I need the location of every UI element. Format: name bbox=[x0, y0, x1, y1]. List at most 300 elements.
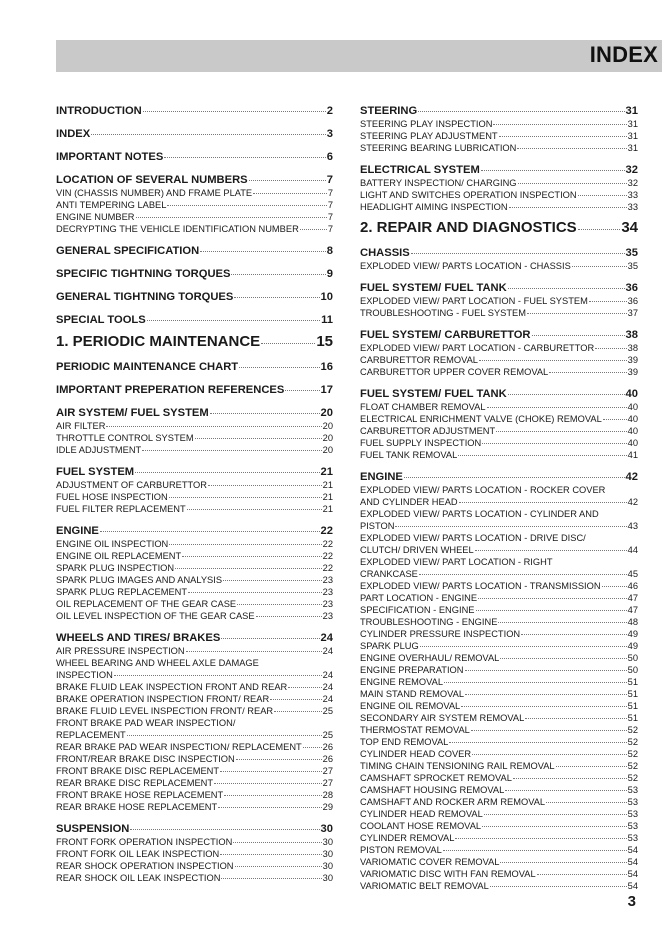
entry-page-number: 23 bbox=[322, 599, 333, 609]
dot-leader bbox=[478, 598, 627, 599]
index-entry bbox=[56, 765, 333, 777]
entry-page-number: 30 bbox=[322, 837, 333, 847]
index-entry bbox=[56, 645, 333, 657]
entry-title: OIL LEVEL INSPECTION OF THE GEAR CASE bbox=[56, 611, 255, 621]
entry-title: 2. REPAIR AND DIAGNOSTICS bbox=[360, 219, 577, 236]
dot-leader bbox=[482, 443, 626, 444]
dot-leader bbox=[235, 866, 322, 867]
index-entry bbox=[360, 748, 638, 760]
entry-page-number: 7 bbox=[326, 174, 333, 186]
dot-leader bbox=[395, 526, 626, 527]
entry-title: FUEL FILTER REPLACEMENT bbox=[56, 504, 186, 514]
entry-title: CRANKCASE bbox=[360, 569, 418, 579]
dot-leader bbox=[487, 407, 627, 408]
index-entry bbox=[56, 562, 333, 574]
entry-title: WHEELS AND TIRES/ BRAKES bbox=[56, 632, 221, 644]
dot-leader bbox=[572, 266, 627, 267]
dot-leader bbox=[521, 634, 627, 635]
entry-title: VARIOMATIC DISC WITH FAN REMOVAL bbox=[360, 869, 536, 879]
entry-title: CARBURETTOR UPPER COVER REMOVAL bbox=[360, 367, 549, 377]
entry-page-number: 21 bbox=[322, 492, 333, 502]
entry-title: THERMOSTAT REMOVAL bbox=[360, 725, 470, 735]
index-entry bbox=[360, 366, 638, 378]
entry-title: IMPORTANT PREPERATION REFERENCES bbox=[56, 384, 285, 396]
entry-title: FRONT BRAKE DISC REPLACEMENT bbox=[56, 766, 220, 776]
entry-page-number: 23 bbox=[322, 587, 333, 597]
entry-title: STEERING PLAY ADJUSTMENT bbox=[360, 131, 498, 141]
entry-page-number: 23 bbox=[322, 575, 333, 585]
entry-page-number: 32 bbox=[625, 164, 638, 176]
entry-page-number: 53 bbox=[627, 809, 638, 819]
entry-title: VARIOMATIC COVER REMOVAL bbox=[360, 857, 500, 867]
entry-title: INDEX bbox=[56, 128, 91, 140]
index-section-heading bbox=[56, 290, 333, 304]
entry-title: AIR PRESSURE INSPECTION bbox=[56, 646, 185, 656]
index-entry bbox=[360, 260, 638, 272]
index-entry bbox=[56, 741, 333, 753]
entry-page-number: 3 bbox=[326, 128, 333, 140]
entry-title: CYLINDER HEAD COVER bbox=[360, 749, 472, 759]
entry-page-number: 17 bbox=[320, 384, 333, 396]
index-entry bbox=[360, 307, 638, 319]
index-column-left bbox=[56, 104, 333, 884]
dot-leader bbox=[578, 195, 627, 196]
dot-leader bbox=[419, 574, 627, 575]
entry-page-number: 30 bbox=[320, 823, 333, 835]
entry-page-number: 54 bbox=[627, 857, 638, 867]
index-entry bbox=[360, 820, 638, 832]
dot-leader bbox=[130, 829, 319, 830]
entry-title: ENGINE OVERHAUL/ REMOVAL bbox=[360, 653, 500, 663]
index-section-heading bbox=[56, 244, 333, 258]
entry-page-number: 52 bbox=[627, 725, 638, 735]
entry-title: PERIODIC MAINTENANCE CHART bbox=[56, 361, 239, 373]
dot-leader bbox=[493, 124, 626, 125]
entry-page-number: 24 bbox=[322, 694, 333, 704]
entry-page-number: 46 bbox=[627, 581, 638, 591]
dot-leader bbox=[100, 531, 320, 532]
index-entry bbox=[360, 736, 638, 748]
entry-title: AIR FILTER bbox=[56, 421, 106, 431]
entry-title: CYLINDER REMOVAL bbox=[360, 833, 455, 843]
page-title: INDEX bbox=[589, 42, 658, 67]
entry-page-number: 41 bbox=[627, 450, 638, 460]
dot-leader bbox=[270, 699, 321, 700]
index-entry bbox=[56, 705, 333, 717]
index-section-heading bbox=[56, 631, 333, 645]
dot-leader bbox=[188, 592, 322, 593]
entry-page-number: 53 bbox=[627, 833, 638, 843]
entry-page-number: 54 bbox=[627, 869, 638, 879]
dot-leader bbox=[136, 217, 327, 218]
index-entry bbox=[360, 772, 638, 784]
entry-page-number: 33 bbox=[627, 202, 638, 212]
dot-leader bbox=[508, 394, 625, 395]
entry-title: ENGINE PREPARATION bbox=[360, 665, 464, 675]
dot-leader bbox=[214, 783, 322, 784]
entry-page-number: 10 bbox=[320, 291, 333, 303]
entry-page-number: 2 bbox=[326, 105, 333, 117]
index-entry bbox=[56, 836, 333, 848]
entry-page-number: 21 bbox=[322, 480, 333, 490]
entry-page-number: 40 bbox=[627, 402, 638, 412]
entry-title: BRAKE OPERATION INSPECTION FRONT/ REAR bbox=[56, 694, 270, 704]
entry-title: STEERING PLAY INSPECTION bbox=[360, 119, 493, 129]
entry-page-number: 31 bbox=[627, 143, 638, 153]
dot-leader bbox=[484, 814, 627, 815]
entry-title: VIN (CHASSIS NUMBER) AND FRAME PLATE bbox=[56, 188, 253, 198]
dot-leader bbox=[465, 670, 627, 671]
entry-page-number: 25 bbox=[322, 730, 333, 740]
index-entry bbox=[56, 211, 333, 223]
index-entry bbox=[360, 425, 638, 437]
entry-page-number: 29 bbox=[322, 802, 333, 812]
entry-title: ENGINE OIL INSPECTION bbox=[56, 539, 169, 549]
entry-title: FUEL SYSTEM/ CARBURETTOR bbox=[360, 329, 531, 341]
dot-leader bbox=[288, 687, 321, 688]
index-entry bbox=[360, 130, 638, 142]
entry-title: SPECIAL TOOLS bbox=[56, 314, 146, 326]
entry-title: EXPLODED VIEW/ PART LOCATION - FUEL SYSTEM bbox=[360, 296, 588, 306]
index-section-heading bbox=[360, 104, 638, 118]
index-entry bbox=[56, 669, 333, 681]
index-entry bbox=[360, 796, 638, 808]
index-section-heading bbox=[56, 406, 333, 420]
index-entry bbox=[360, 688, 638, 700]
dot-leader bbox=[234, 297, 319, 298]
header-bar bbox=[56, 40, 662, 72]
entry-page-number: 37 bbox=[627, 308, 638, 318]
dot-leader bbox=[498, 622, 626, 623]
entry-title: INTRODUCTION bbox=[56, 105, 142, 117]
index-entry bbox=[56, 444, 333, 456]
entry-page-number: 44 bbox=[627, 545, 638, 555]
entry-page-number: 36 bbox=[625, 282, 638, 294]
entry-title: CAMSHAFT AND ROCKER ARM REMOVAL bbox=[360, 797, 546, 807]
entry-title: ADJUSTMENT OF CARBURETTOR bbox=[56, 480, 207, 490]
entry-title: SPARK PLUG bbox=[360, 641, 419, 651]
entry-title: PART LOCATION - ENGINE bbox=[360, 593, 478, 603]
entry-page-number: 24 bbox=[322, 670, 333, 680]
entry-title: ENGINE OIL REMOVAL bbox=[360, 701, 461, 711]
entry-page-number: 53 bbox=[627, 821, 638, 831]
entry-page-number: 21 bbox=[322, 504, 333, 514]
dot-leader bbox=[208, 485, 322, 486]
entry-page-number: 7 bbox=[327, 188, 333, 198]
dot-leader bbox=[142, 450, 321, 451]
entry-title: 1. PERIODIC MAINTENANCE bbox=[56, 333, 261, 350]
dot-leader bbox=[496, 431, 626, 432]
entry-title: REAR BRAKE PAD WEAR INSPECTION/ REPLACEMENT bbox=[56, 742, 302, 752]
entry-title: GENERAL TIGHTNING TORQUES bbox=[56, 291, 234, 303]
index-entry bbox=[360, 808, 638, 820]
index-entry bbox=[360, 844, 638, 856]
index-section-heading bbox=[360, 328, 638, 342]
index-entry bbox=[360, 496, 638, 508]
entry-title: PISTON bbox=[360, 521, 395, 531]
entry-page-number: 49 bbox=[627, 641, 638, 651]
entry-title: ANTI TEMPERING LABEL bbox=[56, 200, 167, 210]
dot-leader bbox=[167, 205, 326, 206]
entry-title: STEERING bbox=[360, 105, 418, 117]
entry-page-number: 30 bbox=[322, 873, 333, 883]
dot-leader bbox=[602, 586, 627, 587]
entry-title: CHASSIS bbox=[360, 247, 410, 259]
entry-title: FUEL SYSTEM/ FUEL TANK bbox=[360, 388, 507, 400]
dot-leader bbox=[404, 477, 625, 478]
entry-page-number: 16 bbox=[320, 361, 333, 373]
dot-leader bbox=[589, 301, 627, 302]
index-entry bbox=[56, 491, 333, 503]
index-section-heading bbox=[360, 246, 638, 260]
index-entry bbox=[56, 538, 333, 550]
dot-leader bbox=[482, 826, 627, 827]
dot-leader bbox=[233, 842, 321, 843]
dot-leader bbox=[500, 862, 626, 863]
index-entry bbox=[360, 652, 638, 664]
index-entry bbox=[360, 413, 638, 425]
entry-page-number: 47 bbox=[627, 605, 638, 615]
entry-title: HEADLIGHT AIMING INSPECTION bbox=[360, 202, 508, 212]
index-entry bbox=[56, 729, 333, 741]
dot-leader bbox=[546, 802, 627, 803]
entry-page-number: 26 bbox=[322, 742, 333, 752]
entry-title: FUEL SUPPLY INSPECTION bbox=[360, 438, 482, 448]
index-section-heading bbox=[56, 173, 333, 187]
index-entry bbox=[360, 568, 638, 580]
entry-page-number: 20 bbox=[320, 407, 333, 419]
dot-leader bbox=[187, 509, 322, 510]
entry-title: SECONDARY AIR SYSTEM REMOVAL bbox=[360, 713, 525, 723]
index-entry bbox=[360, 832, 638, 844]
dot-leader bbox=[513, 778, 627, 779]
index-section-heading bbox=[56, 360, 333, 374]
index-entry bbox=[360, 712, 638, 724]
dot-leader bbox=[195, 438, 322, 439]
dot-leader bbox=[256, 616, 322, 617]
index-entry bbox=[360, 856, 638, 868]
entry-title: SPECIFICATION - ENGINE bbox=[360, 605, 475, 615]
dot-leader bbox=[221, 638, 319, 639]
index-entry bbox=[360, 616, 638, 628]
entry-title: GENERAL SPECIFICATION bbox=[56, 245, 200, 257]
entry-page-number: 28 bbox=[322, 790, 333, 800]
dot-leader bbox=[218, 807, 321, 808]
entry-title: BATTERY INSPECTION/ CHARGING bbox=[360, 178, 517, 188]
dot-leader bbox=[459, 502, 627, 503]
entry-title: ENGINE REMOVAL bbox=[360, 677, 443, 687]
index-entry bbox=[56, 860, 333, 872]
dot-leader bbox=[223, 580, 322, 581]
entry-page-number: 31 bbox=[625, 105, 638, 117]
index-entry bbox=[56, 479, 333, 491]
index-entry bbox=[56, 432, 333, 444]
index-entry-line: EXPLODED VIEW/ PARTS LOCATION - DRIVE DISC/ bbox=[360, 533, 586, 543]
index-entry-line: WHEEL BEARING AND WHEEL AXLE DAMAGE bbox=[56, 658, 259, 668]
entry-page-number: 50 bbox=[627, 653, 638, 663]
index-entry bbox=[360, 700, 638, 712]
index-entry bbox=[360, 592, 638, 604]
entry-page-number: 20 bbox=[322, 433, 333, 443]
index-section-heading bbox=[360, 387, 638, 401]
dot-leader bbox=[91, 134, 326, 135]
entry-page-number: 38 bbox=[627, 343, 638, 353]
dot-leader bbox=[556, 766, 627, 767]
entry-page-number: 22 bbox=[322, 539, 333, 549]
dot-leader bbox=[481, 170, 625, 171]
entry-page-number: 47 bbox=[627, 593, 638, 603]
index-section-heading bbox=[56, 465, 333, 479]
entry-page-number: 52 bbox=[627, 761, 638, 771]
dot-leader bbox=[253, 193, 327, 194]
entry-title: TROUBLESHOOTING - ENGINE bbox=[360, 617, 498, 627]
entry-title: REAR BRAKE HOSE REPLACEMENT bbox=[56, 802, 218, 812]
index-section-heading bbox=[56, 127, 333, 141]
dot-leader bbox=[479, 360, 627, 361]
dot-leader bbox=[490, 886, 627, 887]
dot-leader bbox=[465, 694, 627, 695]
index-section-heading bbox=[360, 281, 638, 295]
dot-leader bbox=[443, 850, 627, 851]
dot-leader bbox=[300, 229, 327, 230]
entry-title: INSPECTION bbox=[56, 670, 113, 680]
dot-leader bbox=[200, 251, 326, 252]
dot-leader bbox=[249, 180, 326, 181]
dot-leader bbox=[595, 348, 626, 349]
entry-title: EXPLODED VIEW/ PART LOCATION - CARBURETTOR bbox=[360, 343, 595, 353]
entry-title: IMPORTANT NOTES bbox=[56, 151, 164, 163]
index-entry bbox=[56, 503, 333, 515]
entry-page-number: 40 bbox=[627, 438, 638, 448]
entry-page-number: 40 bbox=[625, 388, 638, 400]
entry-page-number: 32 bbox=[627, 178, 638, 188]
entry-title: STEERING BEARING LUBRICATION bbox=[360, 143, 517, 153]
dot-leader bbox=[127, 735, 322, 736]
dot-leader bbox=[527, 313, 627, 314]
entry-title: CYLINDER HEAD REMOVAL bbox=[360, 809, 483, 819]
dot-leader bbox=[221, 878, 321, 879]
entry-page-number: 51 bbox=[627, 689, 638, 699]
index-entry bbox=[56, 610, 333, 622]
dot-leader bbox=[505, 790, 626, 791]
dot-leader bbox=[106, 426, 321, 427]
dot-leader bbox=[182, 556, 321, 557]
entry-title: CARBURETTOR REMOVAL bbox=[360, 355, 478, 365]
index-entry-line: EXPLODED VIEW/ PART LOCATION - RIGHT bbox=[360, 557, 553, 567]
entry-page-number: 40 bbox=[627, 414, 638, 424]
entry-title: REAR SHOCK OPERATION INSPECTION bbox=[56, 861, 234, 871]
dot-leader bbox=[239, 367, 319, 368]
entry-title: SPARK PLUG REPLACEMENT bbox=[56, 587, 188, 597]
entry-page-number: 51 bbox=[627, 701, 638, 711]
entry-title: EXPLODED VIEW/ PARTS LOCATION - CHASSIS bbox=[360, 261, 571, 271]
dot-leader bbox=[461, 706, 626, 707]
entry-title: CYLINDER PRESSURE INSPECTION bbox=[360, 629, 521, 639]
entry-page-number: 54 bbox=[627, 845, 638, 855]
dot-leader bbox=[186, 651, 322, 652]
entry-title: LOCATION OF SEVERAL NUMBERS bbox=[56, 174, 248, 186]
index-entry bbox=[56, 777, 333, 789]
entry-page-number: 42 bbox=[627, 497, 638, 507]
dot-leader bbox=[603, 419, 627, 420]
index-entry bbox=[360, 628, 638, 640]
entry-title: FRONT FORK OPERATION INSPECTION bbox=[56, 837, 233, 847]
entry-title: PISTON REMOVAL bbox=[360, 845, 442, 855]
entry-page-number: 33 bbox=[627, 190, 638, 200]
index-entry bbox=[360, 544, 638, 556]
index-entry bbox=[360, 401, 638, 413]
entry-page-number: 48 bbox=[627, 617, 638, 627]
index-entry bbox=[360, 664, 638, 676]
dot-leader bbox=[578, 229, 621, 230]
entry-page-number: 52 bbox=[627, 749, 638, 759]
index-entry bbox=[360, 118, 638, 130]
dot-leader bbox=[274, 711, 322, 712]
entry-page-number: 8 bbox=[326, 245, 333, 257]
index-entry bbox=[360, 189, 638, 201]
entry-page-number: 7 bbox=[327, 212, 333, 222]
entry-title: FLOAT CHAMBER REMOVAL bbox=[360, 402, 486, 412]
entry-page-number: 20 bbox=[322, 445, 333, 455]
entry-page-number: 30 bbox=[322, 849, 333, 859]
dot-leader bbox=[411, 253, 625, 254]
entry-title: ELECTRICAL ENRICHMENT VALVE (CHOKE) REMOVAL bbox=[360, 414, 602, 424]
index-entry bbox=[360, 604, 638, 616]
entry-page-number: 9 bbox=[326, 268, 333, 280]
dot-leader bbox=[449, 742, 626, 743]
entry-page-number: 20 bbox=[322, 421, 333, 431]
entry-title: BRAKE FLUID LEVEL INSPECTION FRONT/ REAR bbox=[56, 706, 274, 716]
index-entry bbox=[360, 760, 638, 772]
entry-page-number: 52 bbox=[627, 737, 638, 747]
dot-leader bbox=[220, 854, 321, 855]
entry-page-number: 42 bbox=[625, 471, 638, 483]
entry-title: BRAKE FLUID LEAK INSPECTION FRONT AND REAR bbox=[56, 682, 288, 692]
entry-title: REAR BRAKE DISC REPLACEMENT bbox=[56, 778, 214, 788]
entry-page-number: 22 bbox=[322, 563, 333, 573]
entry-title: SUSPENSION bbox=[56, 823, 130, 835]
entry-page-number: 25 bbox=[322, 706, 333, 716]
dot-leader bbox=[220, 771, 322, 772]
entry-page-number: 11 bbox=[321, 314, 333, 326]
index-chapter bbox=[56, 333, 333, 351]
entry-page-number: 6 bbox=[326, 151, 333, 163]
index-entry bbox=[360, 880, 638, 892]
entry-title: FRONT FORK OIL LEAK INSPECTION bbox=[56, 849, 220, 859]
entry-page-number: 53 bbox=[627, 797, 638, 807]
entry-page-number: 15 bbox=[316, 333, 333, 350]
entry-title: SPARK PLUG IMAGES AND ANALYSIS bbox=[56, 575, 223, 585]
index-entry bbox=[56, 574, 333, 586]
dot-leader bbox=[508, 288, 625, 289]
entry-page-number: 39 bbox=[627, 367, 638, 377]
dot-leader bbox=[114, 675, 322, 676]
dot-leader bbox=[525, 718, 626, 719]
dot-leader bbox=[418, 111, 624, 112]
index-entry bbox=[56, 693, 333, 705]
index-entry bbox=[360, 354, 638, 366]
entry-title: FRONT/REAR BRAKE DISC INSPECTION bbox=[56, 754, 235, 764]
entry-title: SPECIFIC TIGHTNING TORQUES bbox=[56, 268, 231, 280]
dot-leader bbox=[224, 795, 321, 796]
entry-page-number: 51 bbox=[627, 713, 638, 723]
dot-leader bbox=[164, 157, 325, 158]
entry-page-number: 40 bbox=[627, 426, 638, 436]
dot-leader bbox=[237, 604, 322, 605]
entry-title: COOLANT HOSE REMOVAL bbox=[360, 821, 482, 831]
index-entry bbox=[360, 342, 638, 354]
dot-leader bbox=[475, 550, 627, 551]
